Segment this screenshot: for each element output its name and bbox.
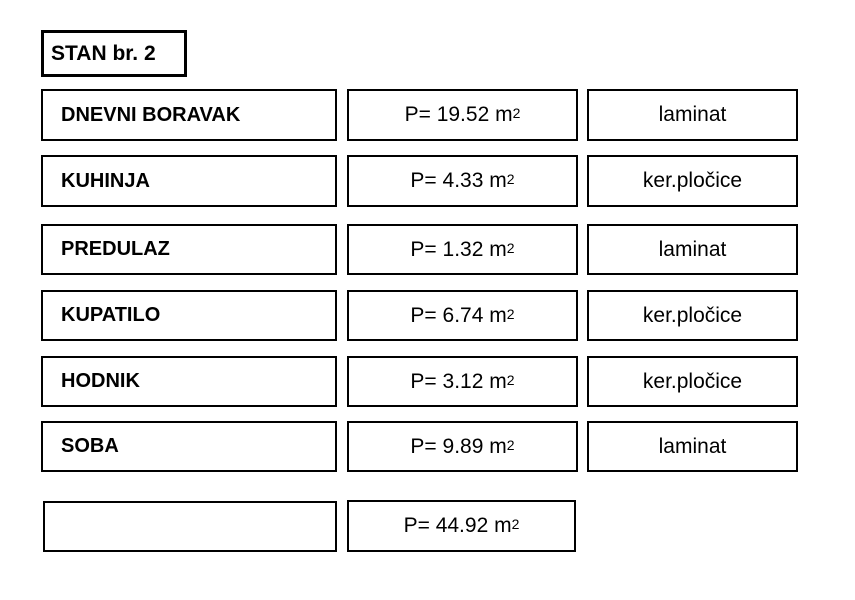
room-floor-predulaz: laminat	[587, 224, 798, 275]
room-area-kuhinja	[347, 155, 578, 207]
area-unit: m	[495, 103, 513, 126]
area-prefix: P=	[410, 369, 437, 393]
room-area-soba	[347, 421, 578, 472]
area-value: 3.12	[442, 369, 484, 393]
unit-exponent: 2	[506, 171, 515, 187]
room-floor-kuhinja: ker.pločice	[587, 155, 798, 207]
area-unit: m	[489, 237, 507, 261]
area-value: 1.32	[442, 237, 484, 261]
unit-exponent: 2	[511, 516, 520, 532]
room-name-hodnik: HODNIK	[41, 356, 337, 407]
room-name-dnevni-boravak: DNEVNI BORAVAK	[41, 89, 337, 141]
area-unit: m	[489, 434, 507, 458]
area-value: 6.74	[442, 303, 484, 327]
room-name-soba: SOBA	[41, 421, 337, 472]
room-area-dnevni-boravak	[347, 89, 578, 141]
area-prefix: P=	[410, 169, 437, 192]
room-name-kupatilo: KUPATILO	[41, 290, 337, 341]
area-unit: m	[489, 369, 507, 393]
room-name-kuhinja: KUHINJA	[41, 155, 337, 207]
total-area-value: 44.92	[435, 514, 489, 537]
area-prefix: P=	[410, 434, 437, 458]
area-value: 19.52	[436, 103, 490, 126]
room-name-predulaz: PREDULAZ	[41, 224, 337, 275]
total-area	[347, 500, 576, 552]
unit-exponent: 2	[506, 239, 515, 256]
area-prefix: P=	[403, 514, 430, 537]
unit-exponent: 2	[506, 371, 515, 388]
area-value: 9.89	[442, 434, 484, 458]
area-prefix: P=	[404, 103, 431, 126]
unit-exponent: 2	[506, 305, 515, 322]
total-label	[43, 501, 337, 552]
room-floor-soba: laminat	[587, 421, 798, 472]
area-value: 4.33	[442, 169, 484, 192]
area-unit: m	[489, 169, 507, 192]
room-floor-hodnik: ker.pločice	[587, 356, 798, 407]
area-prefix: P=	[410, 237, 437, 261]
apartment-title: STAN br. 2	[41, 30, 187, 77]
room-floor-dnevni-boravak: laminat	[587, 89, 798, 141]
area-prefix: P=	[410, 303, 437, 327]
unit-exponent: 2	[512, 105, 521, 121]
room-area-predulaz	[347, 224, 578, 275]
room-area-kupatilo	[347, 290, 578, 341]
room-floor-kupatilo: ker.pločice	[587, 290, 798, 341]
area-unit: m	[489, 303, 507, 327]
area-unit: m	[494, 514, 512, 537]
room-area-hodnik	[347, 356, 578, 407]
unit-exponent: 2	[506, 436, 515, 453]
